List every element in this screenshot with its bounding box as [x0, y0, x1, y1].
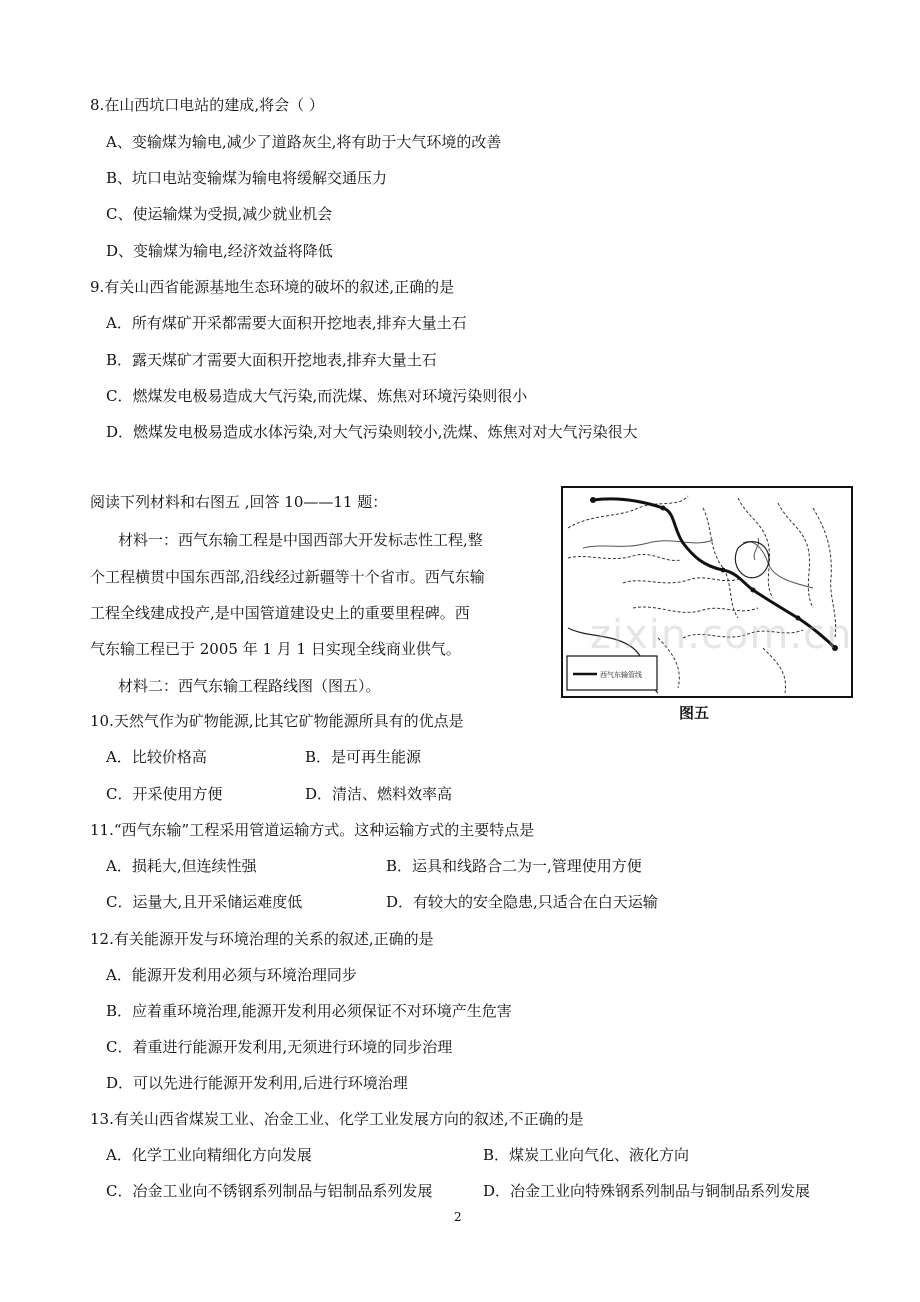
material-one-line-2: 个工程横贯中国东西部,沿线经过新疆等十个省市。西气东输	[90, 568, 485, 586]
q12-option-b: B．应着重环境治理,能源开发利用必须保证不对环境产生危害	[106, 1002, 512, 1020]
q13-option-a: A．化学工业向精细化方向发展	[106, 1146, 312, 1164]
q9-option-b: B．露天煤矿才需要大面积开挖地表,排弃大量土石	[106, 351, 437, 369]
reading-intro: 阅读下列材料和右图五 ,回答 10——11 题：	[90, 493, 388, 511]
q11-option-d: D．有较大的安全隐患,只适合在白天运输	[386, 893, 658, 911]
q13-stem: 13.有关山西省煤炭工业、冶金工业、化学工业发展方向的叙述,不正确的是	[90, 1110, 584, 1128]
q8-option-b: B、坑口电站变输煤为输电将缓解交通压力	[106, 169, 388, 187]
legend-label: 西气东输管线	[600, 671, 642, 679]
q10-option-c: C．开采使用方便	[106, 785, 223, 803]
pipeline-route-map	[561, 486, 853, 698]
q12-stem: 12.有关能源开发与环境治理的关系的叙述,正确的是	[90, 930, 434, 948]
q12-option-d: D．可以先进行能源开发利用,后进行环境治理	[106, 1074, 408, 1092]
q13-option-c: C．冶金工业向不锈钢系列制品与铝制品系列发展	[106, 1182, 433, 1200]
rivers	[583, 538, 813, 588]
q13-option-d: D．冶金工业向特殊钢系列制品与铜制品系列发展	[483, 1182, 811, 1200]
q13-option-b: B．煤炭工业向气化、液化方向	[483, 1146, 690, 1164]
q8-stem: 8.在山西坑口电站的建成,将会（ ）	[90, 96, 324, 114]
q9-option-d: D．燃煤发电极易造成水体污染,对大气污染则较小,洗煤、炼焦对对大气污染很大	[106, 423, 638, 441]
q8-option-a: A、变输煤为输电,减少了道路灰尘,将有助于大气环境的改善	[106, 133, 502, 151]
page-number: 2	[454, 1210, 462, 1224]
q8-option-d: D、变输煤为输电,经济效益将降低	[106, 242, 333, 260]
q11-stem: 11.“西气东输”工程采用管道运输方式。这种运输方式的主要特点是	[90, 821, 535, 839]
q11-option-c: C．运量大,且开采储运难度低	[106, 893, 303, 911]
q9-option-a: A．所有煤矿开采都需要大面积开挖地表,排弃大量土石	[106, 314, 467, 332]
material-one-line-1: 材料一：西气东输工程是中国西部大开发标志性工程,整	[118, 531, 483, 549]
q12-option-a: A．能源开发利用必须与环境治理同步	[106, 966, 357, 984]
q11-option-a: A．损耗大,但连续性强	[106, 857, 257, 875]
q9-option-c: C．燃煤发电极易造成大气污染,而洗煤、炼焦对环境污染则很小	[106, 387, 528, 405]
map-svg	[563, 488, 851, 696]
watermark: zixin.com.cn	[590, 612, 853, 658]
q11-option-b: B．运具和线路合二为一,管理使用方便	[386, 857, 642, 875]
q9-stem: 9.有关山西省能源基地生态环境的破坏的叙述,正确的是	[90, 278, 455, 296]
material-one-line-3: 工程全线建成投产,是中国管道建设史上的重要里程碑。西	[90, 604, 470, 622]
q8-option-c: C、使运输煤为受损,减少就业机会	[106, 205, 333, 223]
material-two: 材料二：西气东输工程路线图（图五）。	[118, 677, 381, 695]
q12-option-c: C．着重进行能源开发利用,无须进行环境的同步治理	[106, 1038, 453, 1056]
q10-option-a: A．比较价格高	[106, 748, 207, 766]
material-one-line-4: 气东输工程已于 2005 年 1 月 1 日实现全线商业供气。	[90, 640, 461, 658]
q10-stem: 10.天然气作为矿物能源,比其它矿物能源所具有的优点是	[90, 712, 464, 730]
q10-option-b: B．是可再生能源	[305, 748, 422, 766]
figure-caption: 图五	[679, 704, 710, 722]
q10-option-d: D．清洁、燃料效率高	[305, 785, 453, 803]
